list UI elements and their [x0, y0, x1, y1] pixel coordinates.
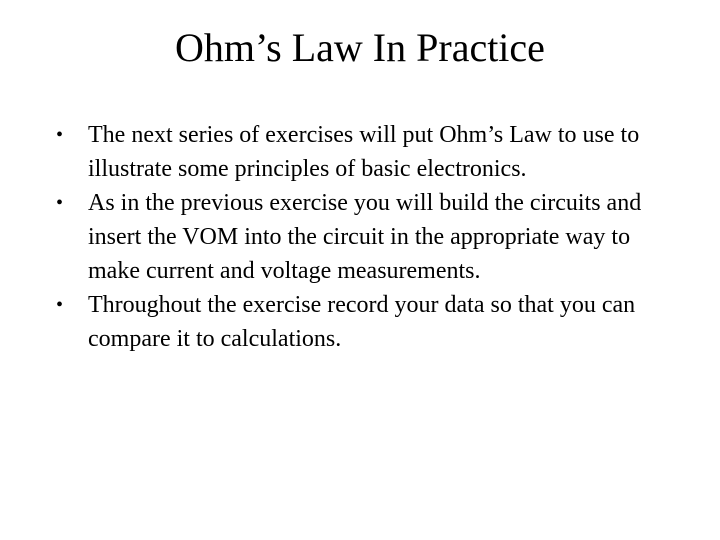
bullet-icon: •: [56, 124, 64, 146]
bullet-text-2: As in the previous exercise you will build the circuits and insert the VOM into the circuit in the appropriate way to make current and voltage measurements.: [88, 190, 642, 284]
bullet-text-1: The next series of exercises will put Ohm’s Law to use to illustrate some principles of basic electronics.: [88, 122, 640, 182]
bullet-item-1: [56, 118, 676, 186]
bullet-text-3: Throughout the exercise record your data so that you can compare it to calculations.: [88, 292, 636, 352]
slide-title: Ohm’s Law In Practice: [175, 25, 545, 70]
bullet-item-2: [56, 186, 676, 288]
bullet-icon: •: [56, 294, 64, 316]
bullet-list: [56, 118, 676, 356]
bullet-item-3: [56, 288, 676, 356]
bullet-icon: •: [56, 192, 64, 214]
